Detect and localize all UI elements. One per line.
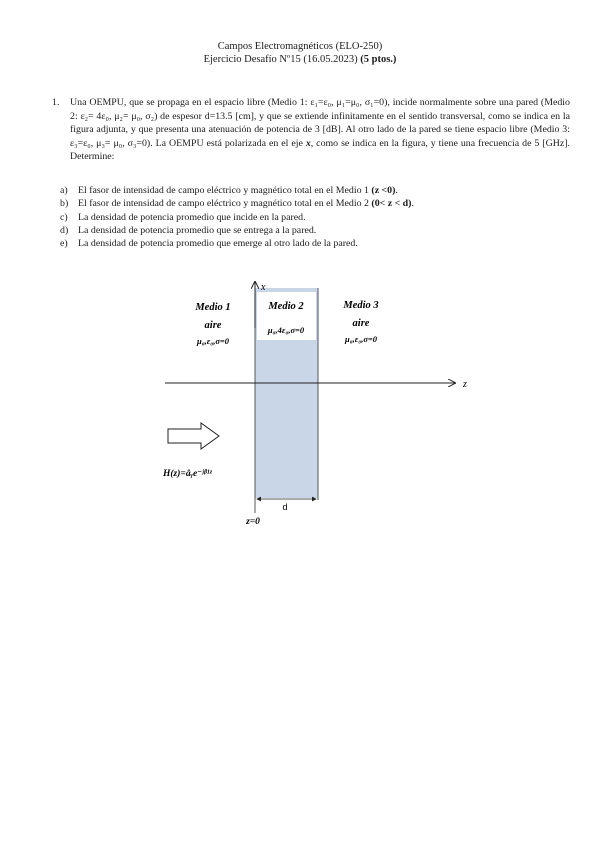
question-text: La densidad de potencia promedio que incide en la pared. <box>78 211 306 223</box>
exercise-points: (5 ptos.) <box>360 54 397 65</box>
page-header <box>0 40 600 66</box>
question-condition: (z <0) <box>371 185 396 196</box>
question-item-b <box>60 197 570 210</box>
question-list <box>60 184 570 250</box>
x-axis-label: x <box>261 282 266 293</box>
question-text: La densidad de potencia promedio que se entrega a la pared. <box>78 224 317 236</box>
medio1-params: μ₀,ε₀,σ=0 <box>196 336 230 346</box>
medio3-sub: aire <box>352 318 370 329</box>
question-label: e) <box>60 238 68 250</box>
problem-text-part1: Una OEMPU, que se propaga en el espacio libre (Medio 1: ε₁=ε₀, μ₁=μ₀, σ₁=0), incide normalmente sobre una pared (Medio 2: ε₂= 4ε₀, μ₂= μ₀, σ₂) de espesor d=13.5 [cm], y que se extiende infinitamente en el sentido transversal, como se indica en la figura adjunta, y que presenta una atenuación de potencia de 3 [dB]. Al otro lado de la pared se tiene espacio libre (Medio 3: ε₃=ε₀, μ₃= μ₀, σ₃=0). La OEMPU está polarizada en el eje <box>70 97 570 149</box>
medio3-params: μ₀,ε₀,σ=0 <box>344 334 378 344</box>
problem-axis: x <box>305 137 311 149</box>
incident-wave-arrow <box>168 423 219 449</box>
question-text: El fasor de intensidad de campo eléctrico y magnético total en el Medio 2 <box>78 198 372 210</box>
question-tail: . <box>411 198 414 210</box>
question-text: El fasor de intensidad de campo eléctrico y magnético total en el Medio 1 <box>78 185 372 196</box>
z-axis-label: z <box>463 379 467 390</box>
exercise-title <box>0 53 600 66</box>
problem-statement <box>52 96 570 164</box>
medio2-params: μ₀,4ε₀,σ=0 <box>267 325 305 335</box>
problem-text-part2: , como se indica en la figura, y tiene una frecuencia de 5 [GHz]. Determine: <box>70 137 571 163</box>
question-item-c <box>60 211 570 224</box>
incident-field-equation: H(z)=âᵧe⁻ʲᵝ¹ᶻ <box>163 469 212 479</box>
question-text: La densidad de potencia promedio que emerge al otro lado de la pared. <box>78 238 358 250</box>
medio2-title: Medio 2 <box>268 301 304 312</box>
question-condition: (0< z < d) <box>371 198 412 210</box>
problem-number: 1. <box>52 97 60 108</box>
question-item-d <box>60 224 570 237</box>
medio1-title: Medio 1 <box>195 302 231 313</box>
medio1-sub: aire <box>204 320 222 331</box>
question-item-e <box>60 237 570 250</box>
origin-label: z=0 <box>246 517 260 527</box>
exercise-title-text: Ejercicio Desafío Nº15 (16.05.2023) <box>203 54 361 65</box>
wall-figure <box>155 268 475 538</box>
question-label: c) <box>60 211 68 223</box>
course-title: Campos Electromagnéticos (ELO-250) <box>217 41 383 52</box>
figure-svg <box>155 268 475 538</box>
question-item-a <box>60 184 570 197</box>
question-label: b) <box>60 198 69 210</box>
problem-text <box>70 96 570 164</box>
question-tail: . <box>395 185 398 196</box>
question-label: a) <box>60 185 68 196</box>
medio3-title: Medio 3 <box>343 300 379 311</box>
question-label: d) <box>60 224 69 236</box>
thickness-label: d <box>282 502 288 512</box>
